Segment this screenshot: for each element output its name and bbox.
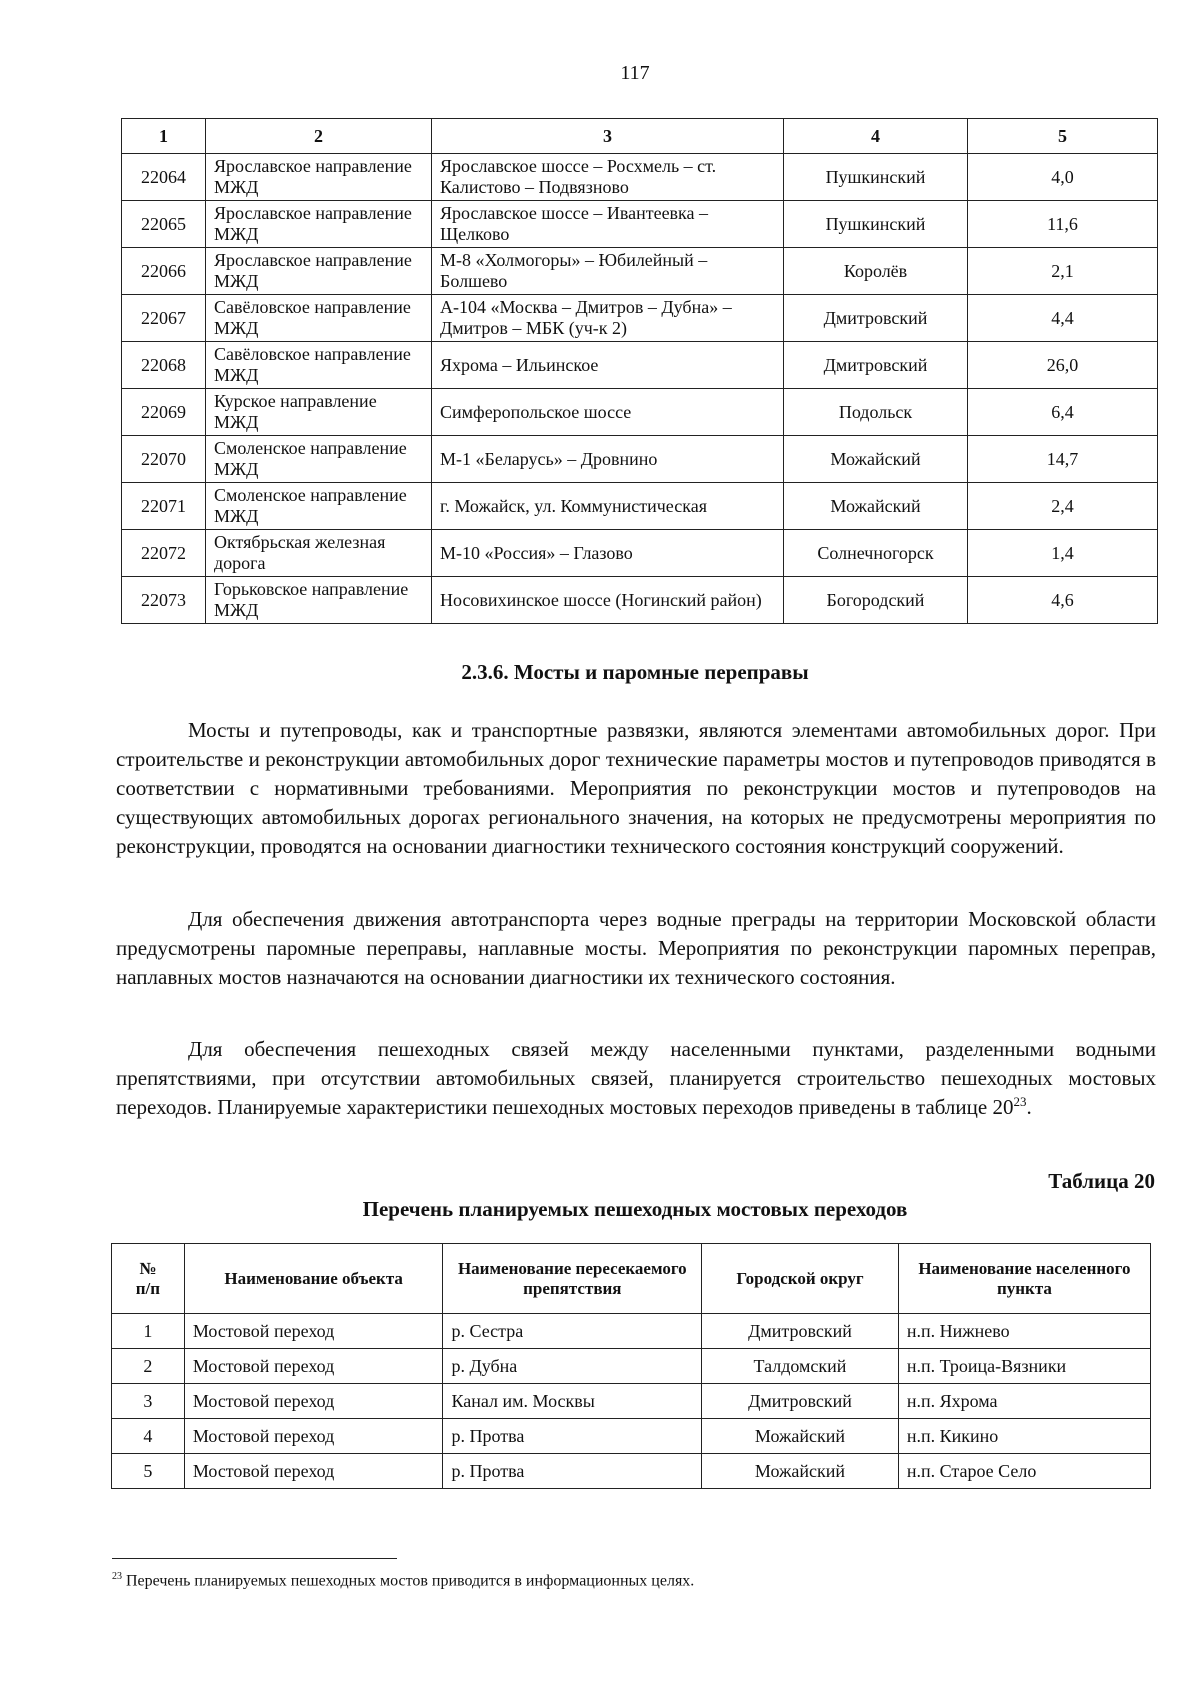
cell-district: Богородский <box>784 577 968 624</box>
cell-district: Талдомский <box>702 1349 899 1384</box>
cell-district: Дмитровский <box>784 295 968 342</box>
column-header-settlement: Наименование населенного пункта <box>898 1244 1150 1314</box>
footnote <box>112 1567 1152 1591</box>
cell-road-id: 22065 <box>122 201 206 248</box>
road-crossings-table <box>121 118 1158 624</box>
table-row <box>122 342 1158 389</box>
paragraph-ferries: Для обеспечения движения автотранспорта через водные преграды на территории Московской области предусмотрены паромные переправы, наплавные мосты. Мероприятия по реконструкции паромных переправ, наплавных мостов назначаются на основании диагностики их технического состояния. <box>116 907 1156 989</box>
column-header-object: Наименование объекта <box>184 1244 443 1314</box>
cell-settlement: н.п. Нижнево <box>898 1314 1150 1349</box>
column-header-district: Городской округ <box>702 1244 899 1314</box>
cell-road-name: Симферопольское шоссе <box>432 389 784 436</box>
cell-obstacle: р. Протва <box>443 1419 702 1454</box>
cell-railway-direction: Смоленское направление МЖД <box>206 483 432 530</box>
footnote-reference[interactable]: 23 <box>1013 1094 1027 1109</box>
cell-settlement: н.п. Троица-Вязники <box>898 1349 1150 1384</box>
cell-length: 4,6 <box>968 577 1158 624</box>
cell-obstacle: р. Дубна <box>443 1349 702 1384</box>
cell-length: 2,1 <box>968 248 1158 295</box>
cell-railway-direction: Горьковское направление МЖД <box>206 577 432 624</box>
table-label: Таблица 20 <box>1048 1169 1155 1193</box>
cell-district: Можайский <box>702 1419 899 1454</box>
cell-road-id: 22067 <box>122 295 206 342</box>
cell-length: 4,0 <box>968 154 1158 201</box>
footnote-divider <box>112 1558 397 1559</box>
cell-road-id: 22070 <box>122 436 206 483</box>
column-header-number: № п/п <box>112 1244 185 1314</box>
table-row <box>122 248 1158 295</box>
paragraph-end: . <box>1026 1095 1032 1119</box>
column-header: 1 <box>122 119 206 154</box>
cell-num: 1 <box>112 1314 185 1349</box>
column-header: 3 <box>432 119 784 154</box>
cell-obstacle: р. Протва <box>443 1454 702 1489</box>
cell-length: 2,4 <box>968 483 1158 530</box>
table-title: Перечень планируемых пешеходных мостовых переходов <box>362 1197 908 1221</box>
table-row <box>122 530 1158 577</box>
cell-num: 2 <box>112 1349 185 1384</box>
pedestrian-bridges-table <box>111 1243 1151 1489</box>
cell-settlement: н.п. Кикино <box>898 1419 1150 1454</box>
cell-road-id: 22071 <box>122 483 206 530</box>
cell-road-name: г. Можайск, ул. Коммунистическая <box>432 483 784 530</box>
cell-road-id: 22072 <box>122 530 206 577</box>
cell-obstacle: р. Сестра <box>443 1314 702 1349</box>
cell-road-id: 22073 <box>122 577 206 624</box>
table-row <box>122 436 1158 483</box>
cell-railway-direction: Октябрьская железная дорога <box>206 530 432 577</box>
cell-settlement: н.п. Старое Село <box>898 1454 1150 1489</box>
table-row <box>112 1454 1151 1489</box>
cell-num: 3 <box>112 1384 185 1419</box>
cell-length: 4,4 <box>968 295 1158 342</box>
cell-railway-direction: Ярославское направление МЖД <box>206 154 432 201</box>
paragraph-text: Для обеспечения пешеходных связей между населенными пунктами, разделенными водными препятствиями, при отсутствии автомобильных связей, планируется строительство пешеходных мостовых переходов. Планируемые характеристики пешеходных мостовых переходов приведены в таблице 20 <box>116 1037 1156 1119</box>
cell-district: Пушкинский <box>784 154 968 201</box>
cell-road-name: Носовихинское шоссе (Ногинский район) <box>432 577 784 624</box>
cell-district: Дмитровский <box>702 1384 899 1419</box>
table-row <box>112 1314 1151 1349</box>
cell-length: 6,4 <box>968 389 1158 436</box>
cell-num: 4 <box>112 1419 185 1454</box>
cell-object: Мостовой переход <box>184 1419 443 1454</box>
page-number: 117 <box>620 62 650 84</box>
cell-district: Пушкинский <box>784 201 968 248</box>
table-row <box>122 577 1158 624</box>
cell-railway-direction: Ярославское направление МЖД <box>206 248 432 295</box>
table-header-row <box>112 1244 1151 1314</box>
cell-railway-direction: Савёловское направление МЖД <box>206 295 432 342</box>
cell-road-id: 22069 <box>122 389 206 436</box>
cell-railway-direction: Смоленское направление МЖД <box>206 436 432 483</box>
table-row <box>122 201 1158 248</box>
cell-length: 1,4 <box>968 530 1158 577</box>
cell-road-name: М-10 «Россия» – Глазово <box>432 530 784 577</box>
cell-district: Солнечногорск <box>784 530 968 577</box>
cell-district: Можайский <box>784 483 968 530</box>
column-header: 5 <box>968 119 1158 154</box>
table-row <box>122 154 1158 201</box>
cell-object: Мостовой переход <box>184 1454 443 1489</box>
cell-object: Мостовой переход <box>184 1384 443 1419</box>
section-heading: 2.3.6. Мосты и паромные переправы <box>461 660 809 684</box>
cell-district: Дмитровский <box>702 1314 899 1349</box>
cell-railway-direction: Ярославское направление МЖД <box>206 201 432 248</box>
cell-railway-direction: Курское направление МЖД <box>206 389 432 436</box>
table-row <box>122 483 1158 530</box>
cell-object: Мостовой переход <box>184 1349 443 1384</box>
cell-settlement: н.п. Яхрома <box>898 1384 1150 1419</box>
table-row <box>122 295 1158 342</box>
cell-length: 11,6 <box>968 201 1158 248</box>
paragraph-bridges: Мосты и путепроводы, как и транспортные развязки, являются элементами автомобильных дорог. При строительстве и реконструкции автомобильных дорог технические параметры мостов и путепроводов приводятся в соответствии с нормативными требованиями. Мероприятия по реконструкции мостов и путепроводов на существующих автомобильных дорогах регионального значения, на которых не предусмотрены мероприятия по реконструкции, проводятся на основании диагностики технического состояния конструкций сооружений. <box>116 718 1156 858</box>
cell-object: Мостовой переход <box>184 1314 443 1349</box>
cell-road-name: Ярославское шоссе – Ивантеевка – Щелково <box>432 201 784 248</box>
cell-road-name: Яхрома – Ильинское <box>432 342 784 389</box>
cell-length: 14,7 <box>968 436 1158 483</box>
table-header-row <box>122 119 1158 154</box>
table-row <box>112 1384 1151 1419</box>
table-row <box>112 1349 1151 1384</box>
cell-road-name: Ярославское шоссе – Росхмель – ст. Калистово – Подвязново <box>432 154 784 201</box>
paragraph-pedestrian <box>116 1035 1156 1122</box>
cell-length: 26,0 <box>968 342 1158 389</box>
footnote-text: Перечень планируемых пешеходных мостов приводится в информационных целях. <box>122 1572 695 1590</box>
cell-road-name: А-104 «Москва – Дмитров – Дубна» – Дмитров – МБК (уч-к 2) <box>432 295 784 342</box>
cell-district: Дмитровский <box>784 342 968 389</box>
table-row <box>122 389 1158 436</box>
cell-road-name: М-8 «Холмогоры» – Юбилейный – Болшево <box>432 248 784 295</box>
cell-district: Подольск <box>784 389 968 436</box>
cell-district: Можайский <box>702 1454 899 1489</box>
cell-obstacle: Канал им. Москвы <box>443 1384 702 1419</box>
cell-road-id: 22068 <box>122 342 206 389</box>
cell-district: Королёв <box>784 248 968 295</box>
footnote-marker: 23 <box>112 1571 122 1582</box>
cell-railway-direction: Савёловское направление МЖД <box>206 342 432 389</box>
column-header: 4 <box>784 119 968 154</box>
column-header: 2 <box>206 119 432 154</box>
cell-road-name: М-1 «Беларусь» – Дровнино <box>432 436 784 483</box>
cell-road-id: 22064 <box>122 154 206 201</box>
column-header-obstacle: Наименование пересекаемого препятствия <box>443 1244 702 1314</box>
table-row <box>112 1419 1151 1454</box>
cell-num: 5 <box>112 1454 185 1489</box>
cell-district: Можайский <box>784 436 968 483</box>
cell-road-id: 22066 <box>122 248 206 295</box>
